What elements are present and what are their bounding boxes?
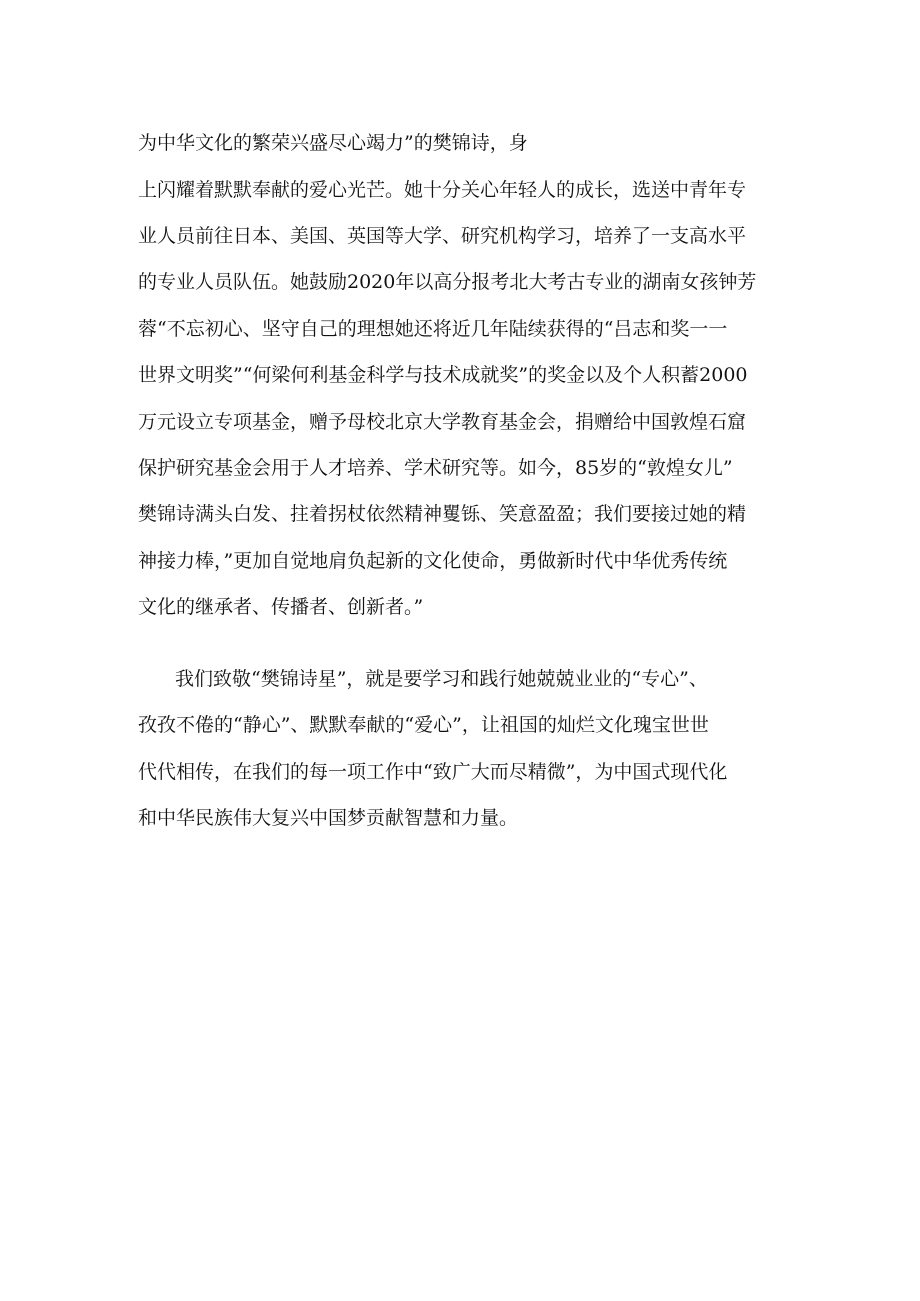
text-line: 万元设立专项基金，赠予母校北京大学教育基金会，捐赠给中国敦煌石窟 xyxy=(138,411,747,433)
text-line: 我们致敬“樊锦诗星”，就是要学习和践行她兢兢业业的“专心”、 xyxy=(175,668,708,690)
text-line: 世界文明奖”“何梁何利基金科学与技术成就奖”的奖金以及个人积蓄2000 xyxy=(138,364,748,386)
text-line: 蓉“不忘初心、坚守自己的理想她还将近几年陆续获得的“吕志和奖一一 xyxy=(138,318,728,340)
text-line: 神接力棒，”更加自觉地肩负起新的文化使命，勇做新时代中华优秀传统 xyxy=(138,550,728,572)
text-line: 代代相传，在我们的每一项工作中“致广大而尽精微”，为中国式现代化 xyxy=(138,761,728,783)
text-line: 的专业人员队伍。她鼓励2020年以高分报考北大考古专业的湖南女孩钟芳 xyxy=(138,271,757,293)
text-line: 为中华文化的繁荣兴盛尽心竭力”的樊锦诗，身 xyxy=(138,132,528,154)
text-line: 文化的继承者、传播者、创新者。” xyxy=(138,596,424,618)
text-line: 上闪耀着默默奉献的爱心光芒。她十分关心年轻人的成长，选送中青年专 xyxy=(138,179,747,201)
text-line: 孜孜不倦的“静心”、默默奉献的“爱心”，让祖国的灿烂文化瑰宝世世 xyxy=(138,714,709,736)
text-line: 保护研究基金会用于人才培养、学术研究等。如今，85岁的“敦煌女儿” xyxy=(138,457,733,479)
text-line: 业人员前往日本、美国、英国等大学、研究机构学习，培养了一支高水平 xyxy=(138,225,747,247)
text-line: 樊锦诗满头白发、拄着拐杖依然精神矍铄、笑意盈盈；我们要接过她的精 xyxy=(138,503,747,525)
text-line: 和中华民族伟大复兴中国梦贡献智慧和力量。 xyxy=(138,807,519,829)
